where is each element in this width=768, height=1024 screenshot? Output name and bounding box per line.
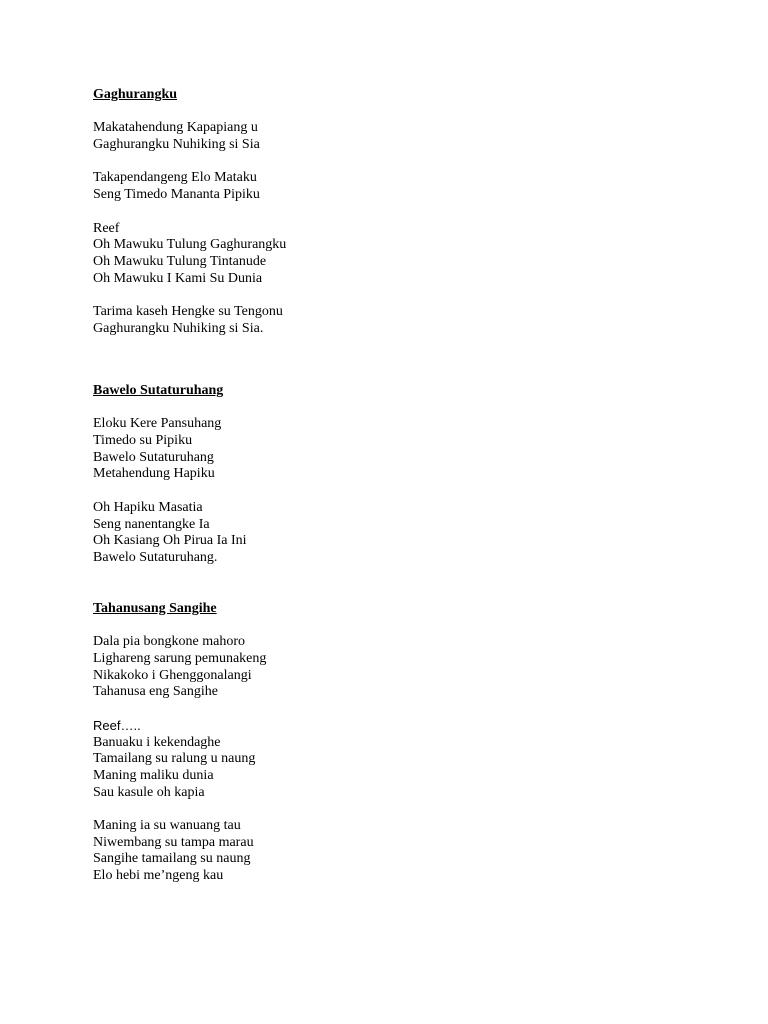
lyric-line: Seng Timedo Mananta Pipiku	[93, 187, 260, 203]
lyric-line: Takapendangeng Elo Mataku	[93, 170, 257, 186]
refrain-label: Reef	[93, 220, 120, 236]
lyric-line: Oh Mawuku I Kami Su Dunia	[93, 270, 263, 286]
lyric-line: Oh Mawuku Tulung Gaghurangku	[93, 237, 287, 253]
stanza	[93, 500, 247, 567]
lyric-line: Tarima kaseh Hengke su Tengonu	[93, 303, 283, 319]
stanza-refrain	[93, 718, 266, 801]
lyric-line: Niwembang su tampa marau	[93, 834, 254, 850]
stanza	[93, 120, 286, 153]
lyric-line: Oh Hapiku Masatia	[93, 499, 203, 515]
lyric-line: Nikakoko i Ghenggonalangi	[93, 667, 252, 683]
lyric-line: Seng nanentangke Ia	[93, 516, 210, 532]
lyric-line: Makatahendung Kapapiang u	[93, 120, 258, 136]
lyric-line: Banuaku i kekendaghe	[93, 734, 221, 750]
song-bawelo-sutaturuhang	[93, 383, 247, 583]
stanza	[93, 634, 266, 701]
lyric-line: Tahanusa eng Sangihe	[93, 684, 218, 700]
song-title: Tahanusang Sangihe	[93, 601, 217, 616]
lyric-line: Tamailang su ralung u naung	[93, 751, 256, 767]
song-tahanusang-sangihe	[93, 601, 266, 901]
stanza	[93, 818, 266, 885]
stanza	[93, 304, 286, 337]
song-title: Bawelo Sutaturuhang	[93, 383, 224, 398]
lyric-line: Metahendung Hapiku	[93, 466, 215, 482]
song-gaghurangku	[93, 87, 286, 354]
lyric-line: Sangihe tamailang su naung	[93, 851, 251, 867]
lyric-line: Oh Mawuku Tulung Tintanude	[93, 253, 267, 269]
lyric-line: Eloku Kere Pansuhang	[93, 416, 222, 432]
lyric-line: Lighareng sarung pemunakeng	[93, 651, 267, 667]
lyric-line: Timedo su Pipiku	[93, 433, 193, 449]
lyric-line: Elo hebi me’ngeng kau	[93, 868, 224, 883]
lyric-line: Gaghurangku Nuhiking si Sia	[93, 137, 260, 153]
lyric-line: Gaghurangku Nuhiking si Sia.	[93, 320, 264, 336]
stanza	[93, 170, 286, 203]
lyric-line: Sau kasule oh kapia	[93, 784, 205, 800]
lyric-line: Maning maliku dunia	[93, 767, 214, 783]
lyric-line: Bawelo Sutaturuhang.	[93, 549, 218, 565]
stanza	[93, 416, 247, 483]
lyric-line: Maning ia su wanuang tau	[93, 817, 241, 833]
stanza-refrain	[93, 221, 286, 288]
song-title: Gaghurangku	[93, 87, 178, 102]
refrain-label: Reef…..	[93, 717, 141, 733]
lyric-line: Bawelo Sutaturuhang	[93, 449, 214, 465]
lyric-line: Oh Kasiang Oh Pirua Ia Ini	[93, 533, 247, 549]
lyric-line: Dala pia bongkone mahoro	[93, 634, 246, 650]
